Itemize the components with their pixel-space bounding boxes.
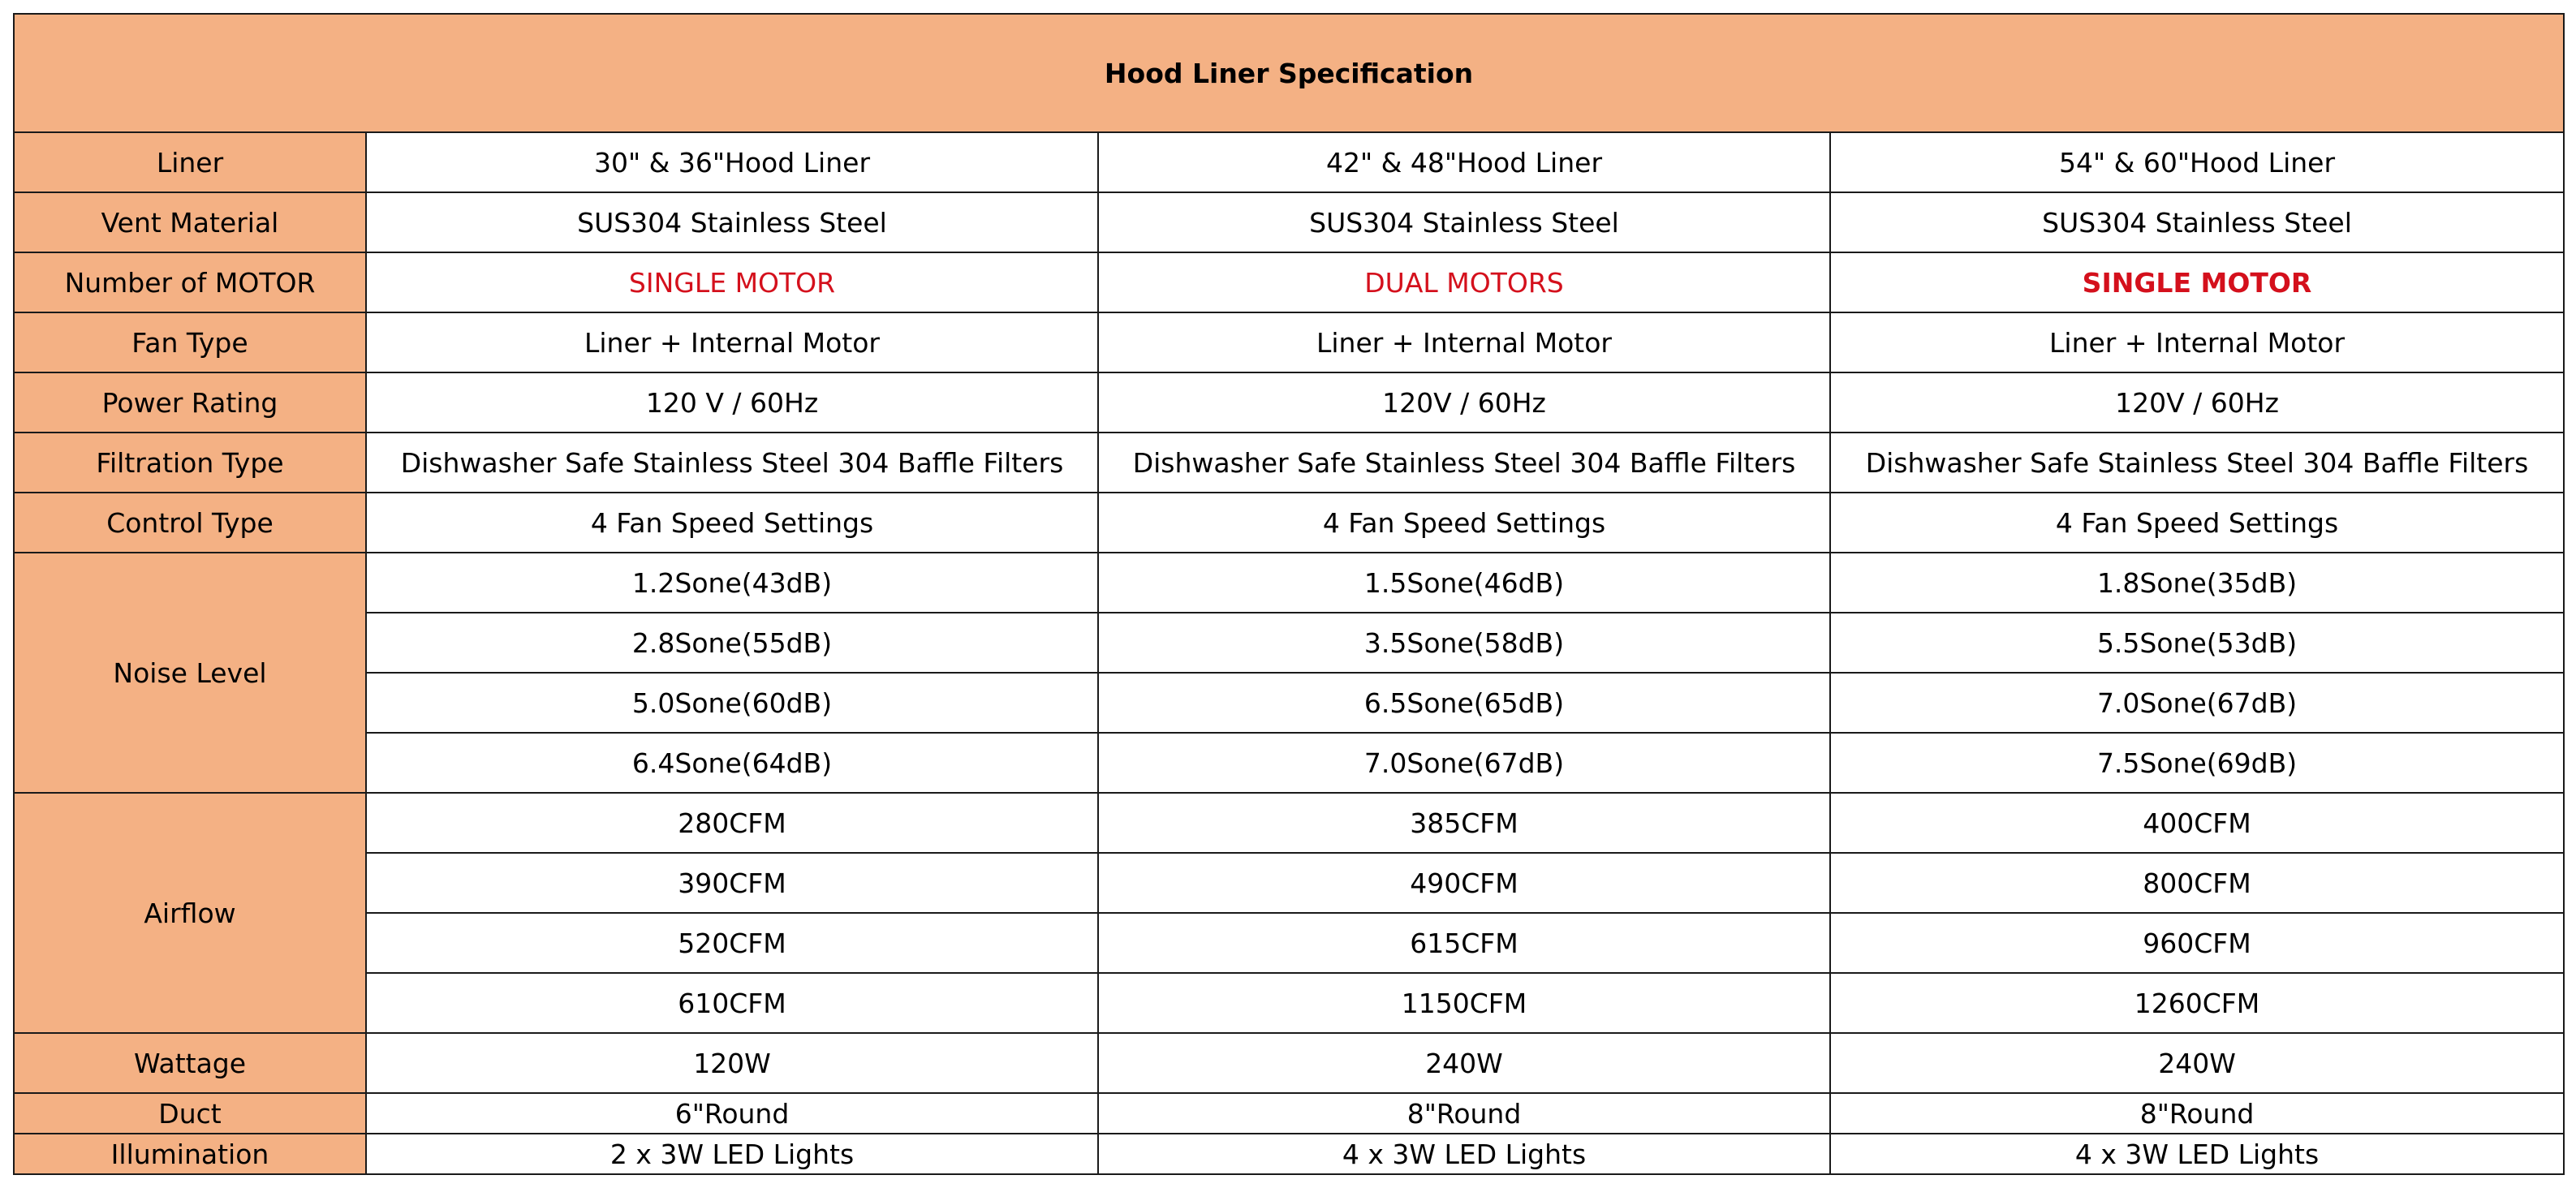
cell-noise-level-3-3: 7.0Sone(67dB) [1830,673,2564,733]
cell-wattage-1: 120W [366,1033,1098,1093]
cell-motor-count-1: SINGLE MOTOR [366,252,1098,312]
cell-wattage-2: 240W [1098,1033,1830,1093]
cell-illumination-3: 4 x 3W LED Lights [1830,1134,2564,1174]
row-control-type [14,493,2564,553]
cell-power-rating-3: 120V / 60Hz [1830,372,2564,433]
cell-duct-2: 8"Round [1098,1093,1830,1134]
cell-noise-level-1-3: 1.8Sone(35dB) [1830,553,2564,613]
cell-duct-1: 6"Round [366,1093,1098,1134]
row-airflow-1 [14,793,2564,853]
row-label-noise-level: Noise Level [14,553,366,793]
row-fan-type [14,312,2564,372]
row-motor-count [14,252,2564,312]
cell-noise-level-2-2: 3.5Sone(58dB) [1098,613,1830,673]
cell-noise-level-3-2: 6.5Sone(65dB) [1098,673,1830,733]
row-filtration-type [14,433,2564,493]
cell-airflow-4-1: 610CFM [366,973,1098,1033]
cell-vent-material-2: SUS304 Stainless Steel [1098,192,1830,252]
spec-table [13,13,2565,1175]
row-airflow-4 [14,973,2564,1033]
cell-control-type-1: 4 Fan Speed Settings [366,493,1098,553]
cell-noise-level-4-3: 7.5Sone(69dB) [1830,733,2564,793]
cell-liner-2: 42" & 48"Hood Liner [1098,132,1830,192]
row-noise-level-3 [14,673,2564,733]
cell-filtration-type-2: Dishwasher Safe Stainless Steel 304 Baffle Filters [1098,433,1830,493]
cell-airflow-1-3: 400CFM [1830,793,2564,853]
row-noise-level-2 [14,613,2564,673]
row-label-power-rating: Power Rating [14,372,366,433]
cell-airflow-2-2: 490CFM [1098,853,1830,913]
cell-power-rating-1: 120 V / 60Hz [366,372,1098,433]
cell-fan-type-2: Liner + Internal Motor [1098,312,1830,372]
row-noise-level-1 [14,553,2564,613]
cell-filtration-type-1: Dishwasher Safe Stainless Steel 304 Baffle Filters [366,433,1098,493]
cell-liner-3: 54" & 60"Hood Liner [1830,132,2564,192]
cell-airflow-4-3: 1260CFM [1830,973,2564,1033]
cell-fan-type-1: Liner + Internal Motor [366,312,1098,372]
row-label-illumination: Illumination [14,1134,366,1174]
row-label-vent-material: Vent Material [14,192,366,252]
cell-power-rating-2: 120V / 60Hz [1098,372,1830,433]
cell-control-type-3: 4 Fan Speed Settings [1830,493,2564,553]
cell-airflow-3-2: 615CFM [1098,913,1830,973]
row-vent-material [14,192,2564,252]
cell-fan-type-3: Liner + Internal Motor [1830,312,2564,372]
row-wattage [14,1033,2564,1093]
cell-illumination-2: 4 x 3W LED Lights [1098,1134,1830,1174]
row-label-fan-type: Fan Type [14,312,366,372]
row-airflow-2 [14,853,2564,913]
cell-noise-level-2-3: 5.5Sone(53dB) [1830,613,2564,673]
cell-noise-level-2-1: 2.8Sone(55dB) [366,613,1098,673]
cell-motor-count-3: SINGLE MOTOR [1830,252,2564,312]
row-duct [14,1093,2564,1134]
row-label-motor-count: Number of MOTOR [14,252,366,312]
cell-vent-material-1: SUS304 Stainless Steel [366,192,1098,252]
cell-vent-material-3: SUS304 Stainless Steel [1830,192,2564,252]
row-label-duct: Duct [14,1093,366,1134]
cell-wattage-3: 240W [1830,1033,2564,1093]
cell-control-type-2: 4 Fan Speed Settings [1098,493,1830,553]
row-label-liner: Liner [14,132,366,192]
cell-noise-level-4-1: 6.4Sone(64dB) [366,733,1098,793]
cell-noise-level-1-1: 1.2Sone(43dB) [366,553,1098,613]
cell-airflow-2-1: 390CFM [366,853,1098,913]
row-label-control-type: Control Type [14,493,366,553]
cell-filtration-type-3: Dishwasher Safe Stainless Steel 304 Baffle Filters [1830,433,2564,493]
cell-airflow-4-2: 1150CFM [1098,973,1830,1033]
cell-noise-level-4-2: 7.0Sone(67dB) [1098,733,1830,793]
cell-airflow-1-2: 385CFM [1098,793,1830,853]
title-row [14,14,2564,132]
cell-duct-3: 8"Round [1830,1093,2564,1134]
cell-illumination-1: 2 x 3W LED Lights [366,1134,1098,1174]
row-power-rating [14,372,2564,433]
cell-airflow-1-1: 280CFM [366,793,1098,853]
row-label-filtration-type: Filtration Type [14,433,366,493]
cell-airflow-2-3: 800CFM [1830,853,2564,913]
cell-noise-level-3-1: 5.0Sone(60dB) [366,673,1098,733]
row-liner [14,132,2564,192]
row-label-airflow: Airflow [14,793,366,1033]
row-label-wattage: Wattage [14,1033,366,1093]
cell-noise-level-1-2: 1.5Sone(46dB) [1098,553,1830,613]
cell-airflow-3-3: 960CFM [1830,913,2564,973]
cell-airflow-3-1: 520CFM [366,913,1098,973]
row-illumination [14,1134,2564,1174]
row-noise-level-4 [14,733,2564,793]
row-airflow-3 [14,913,2564,973]
cell-liner-1: 30" & 36"Hood Liner [366,132,1098,192]
table-title: Hood Liner Specification [14,14,2564,132]
cell-motor-count-2: DUAL MOTORS [1098,252,1830,312]
